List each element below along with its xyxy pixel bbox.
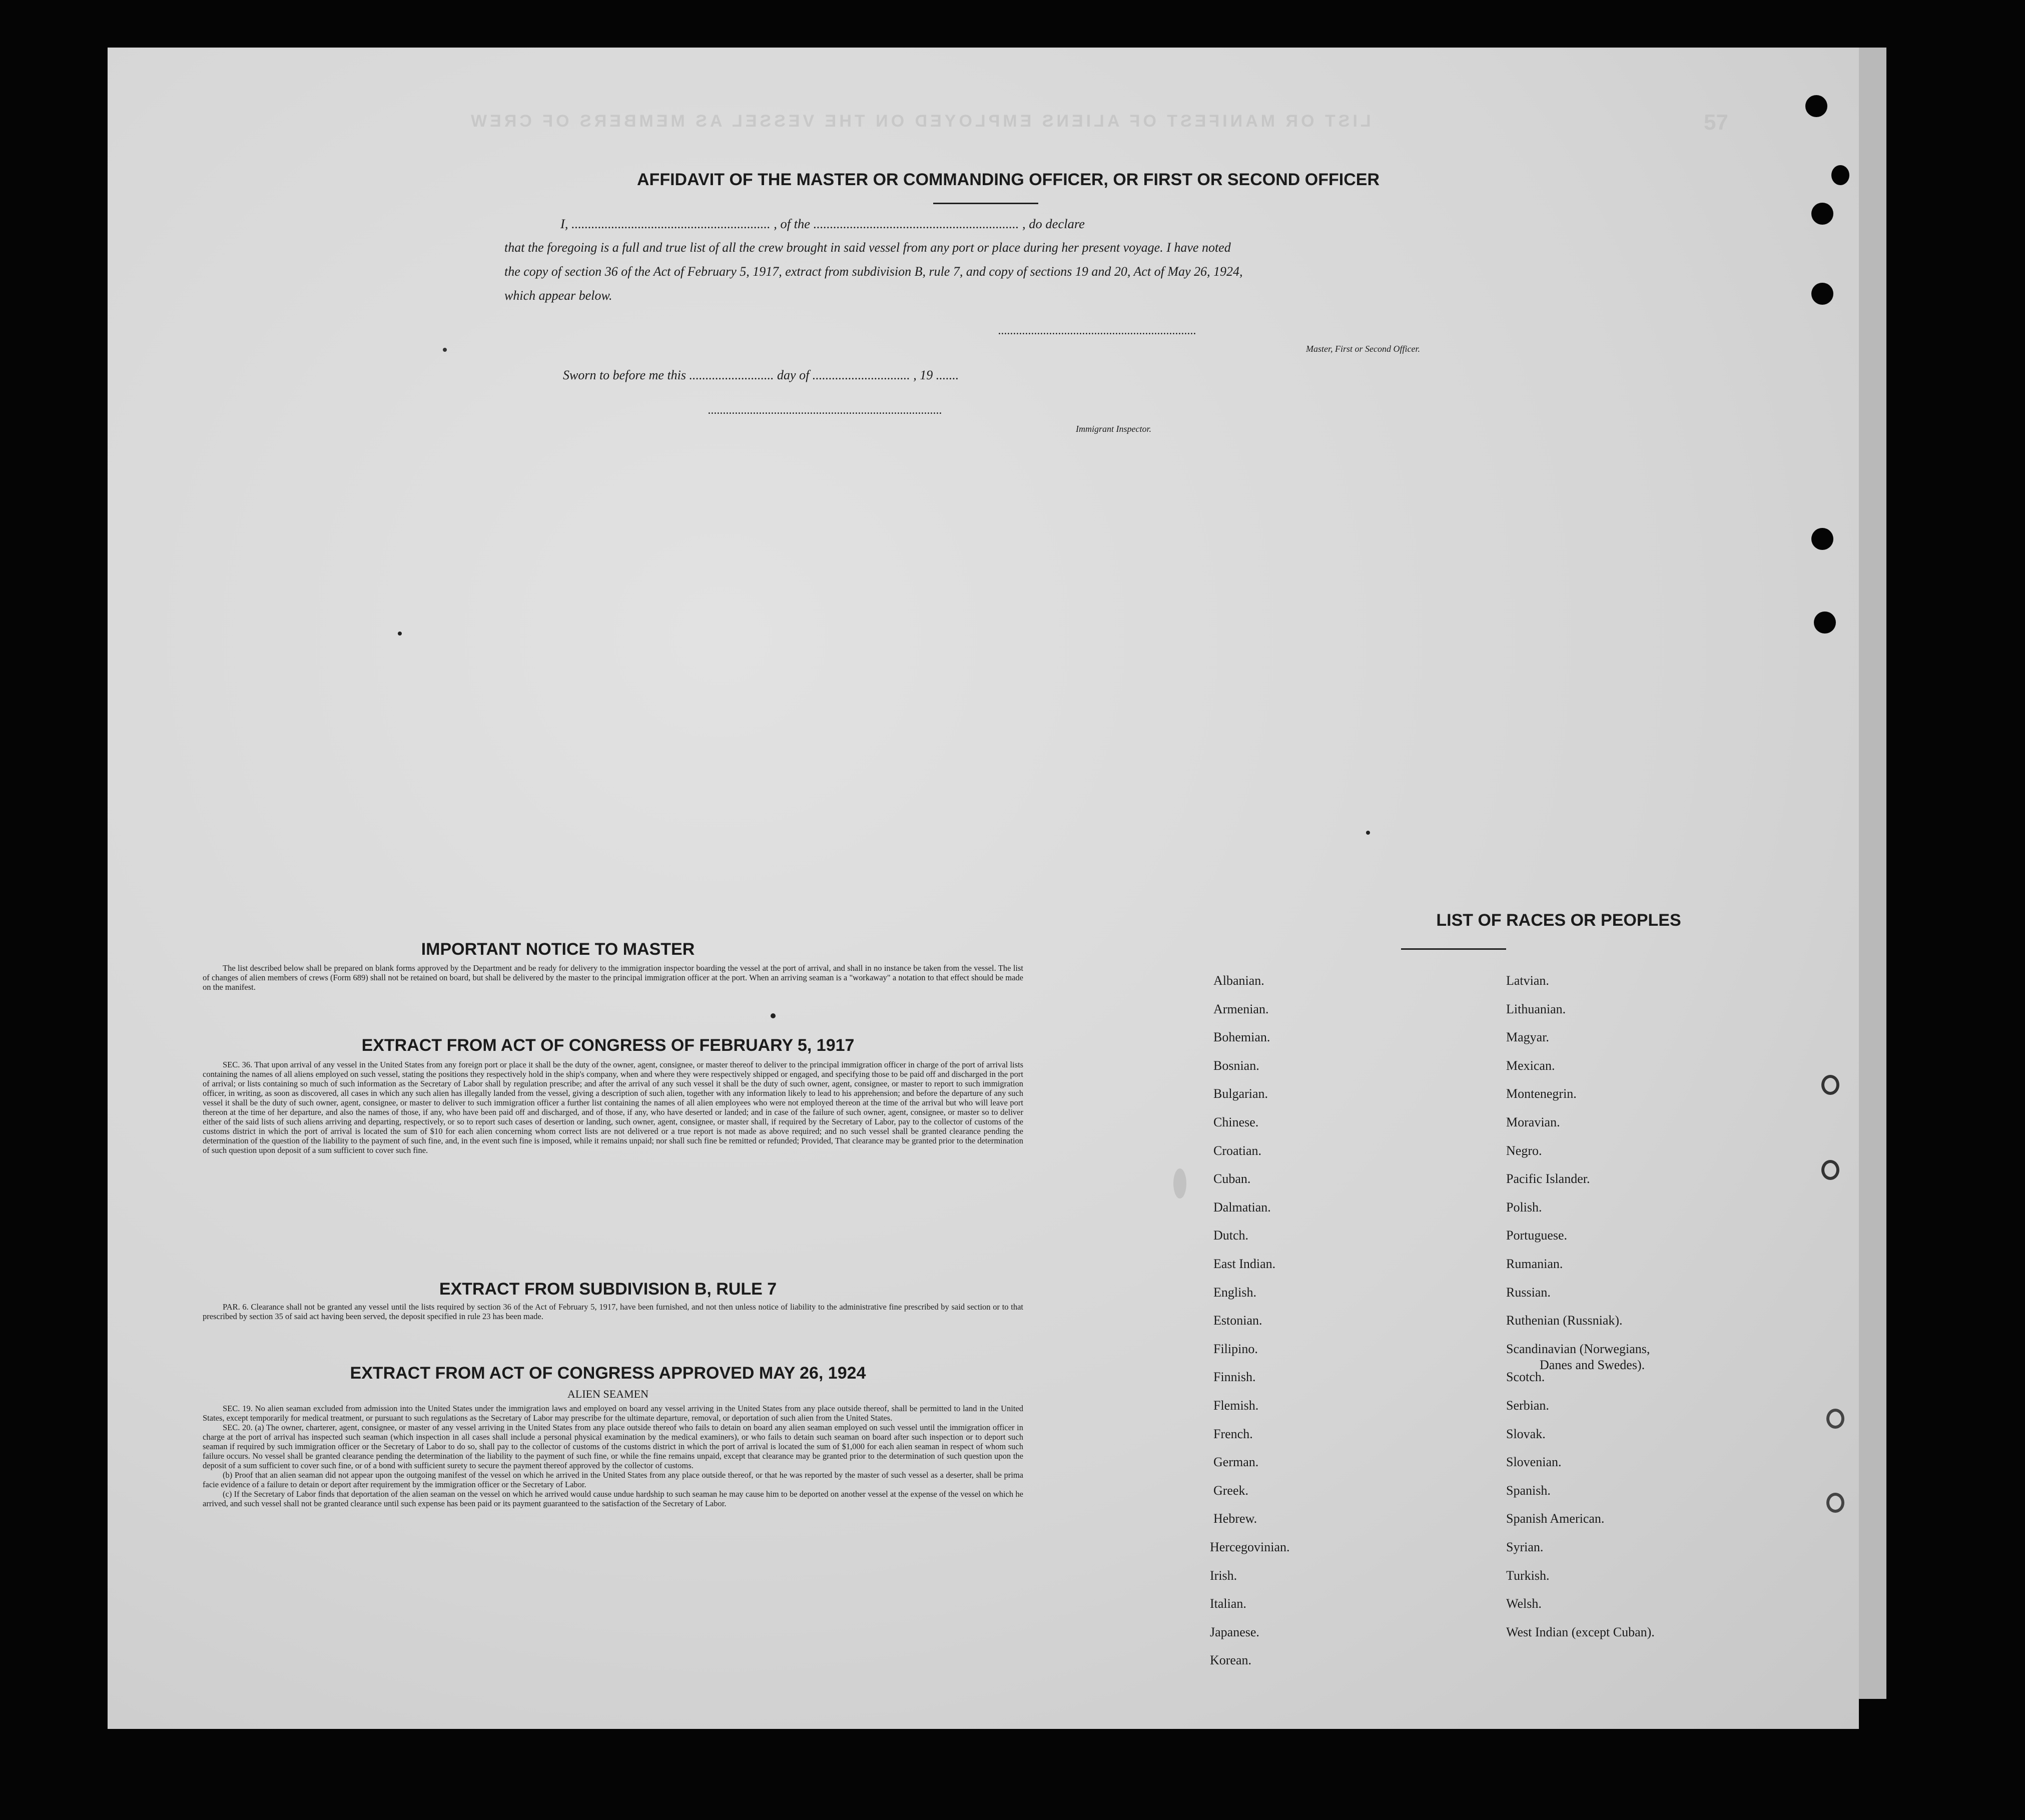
race-item: Irish. (1210, 1568, 1237, 1583)
notice-title: IMPORTANT NOTICE TO MASTER (421, 940, 695, 959)
race-item: Japanese. (1210, 1624, 1259, 1639)
inspector-signature-line: .............................................................................. (708, 404, 942, 417)
binder-hole (1805, 95, 1827, 117)
race-item: Turkish. (1506, 1568, 1550, 1583)
sec-36-paragraph: SEC. 36. That upon arrival of any vessel in the United States from any foreign port or place it shall be the duty of the owner, agent, consignee, or master thereof to deliver to the principal immigration officer in charge of the port of arrival lists containing the names of all aliens employed on such vessel, stating the positions they respectively hold in the ship's company, when and where they were respectively shipped or engaged, and specifying those to be paid off and discharged in the port of arrival; or lists containing so much of such information as the Secretary of Labor shall by regulation prescribe; and after the arrival of any such vessel it shall be the duty of such owner, agent, consignee, or master to report to such immigration officer, in writing, as soon as discovered, all cases in which any such alien has illegally landed from the vessel, giving a description of such alien, together with any information likely to lead to his apprehension; and before the departure of any such vessel it shall be the duty of such owner, agent, consignee, or master to deliver to such immigration officer a further list containing the names of all alien employees who were not employed thereon at the time of the arrival but who will leave port thereon at the time of her departure, and also the names of those, if any, who have been paid off and discharged, and of those, if any, who have deserted or landed; and in case of the failure of such owner, agent, consignee, or master so to deliver either of the said lists of such aliens arriving and departing, respectively, or so to report such cases of desertion or landing, such owner, agent, consignee, or master shall, if required by the Secretary of Labor, pay to the collector of customs of the customs district in which the port of arrival is located the sum of $10 for each alien concerning whom correct lists are not delivered or a true report is not made as above required; and no such vessel shall be granted clearance pending the determination of the question of the liability to the payment of such fine, and, in the event such fine is imposed, while it remains unpaid; nor shall such fine be remitted or refunded; Provided, That clearance may be granted prior to the determination of such question upon deposit of a sum sufficient to cover such fine. (203, 1060, 1023, 1155)
races-title-rule (1401, 948, 1506, 950)
sec-20c-paragraph: (c) If the Secretary of Labor finds that deportation of the alien seaman on the vessel on which he arrived would cause undue hardship to such seaman he may cause him to be deported on another vessel at the expense of the vessel on which he arrived, and such vessel shall not be granted clearance until such expense has been paid or its payment guaranteed to the satisfaction of the Secretary of Labor. (203, 1489, 1023, 1508)
extract-1917-text (203, 1060, 1023, 1155)
race-item: Armenian. (1213, 1001, 1269, 1016)
race-item: Latvian. (1506, 973, 1549, 988)
ink-spot (1173, 1168, 1186, 1198)
race-item: German. (1213, 1455, 1259, 1470)
par-6-paragraph: PAR. 6. Clearance shall not be granted any vessel until the lists required by section 36 of the Act of February 5, 1917, have been furnished, and not then unless notice of liability to the administrative fine prescribed by said section or to that prescribed by section 35 of said act having been served, the deposit specified in rule 23 has been made. (203, 1302, 1023, 1321)
binder-ring (1821, 1160, 1839, 1180)
race-item: Dutch. (1213, 1228, 1249, 1243)
race-item: Bulgarian. (1213, 1086, 1268, 1101)
declaration-line-2: that the foregoing is a full and true list of all the crew brought in said vessel from any port or place during her present voyage. I have noted (504, 240, 1231, 255)
races-title: LIST OF RACES OR PEOPLES (1436, 911, 1681, 930)
race-item: Moravian. (1506, 1115, 1560, 1129)
race-item: Cuban. (1213, 1171, 1251, 1186)
affidavit-title: AFFIDAVIT OF THE MASTER OR COMMANDING OFFICER, OR FIRST OR SECOND OFFICER (637, 170, 1380, 189)
race-item: Danes and Swedes). (1540, 1357, 1645, 1372)
race-item: French. (1213, 1426, 1253, 1441)
binder-ring (1826, 1493, 1844, 1513)
race-item: Croatian. (1213, 1143, 1262, 1158)
binder-ring (1826, 1409, 1844, 1429)
ink-spot (398, 632, 402, 636)
ink-spot (443, 348, 447, 352)
race-item: East Indian. (1213, 1257, 1276, 1271)
show-through-text: LIST OR MANIFEST OF ALIENS EMPLOYED ON THE VESSEL AS MEMBERS OF CREW (468, 112, 1371, 131)
race-item: Scandinavian (Norwegians, (1506, 1341, 1650, 1356)
show-through-page-number: 57 (1704, 110, 1728, 135)
rule-7-title: EXTRACT FROM SUBDIVISION B, RULE 7 (439, 1280, 777, 1299)
binder-hole (1811, 528, 1833, 550)
extract-1924-title: EXTRACT FROM ACT OF CONGRESS APPROVED MAY 26, 1924 (350, 1364, 866, 1383)
title-rule (933, 203, 1038, 204)
extract-1917-title: EXTRACT FROM ACT OF CONGRESS OF FEBRUARY 5, 1917 (361, 1036, 855, 1055)
declaration-line-4: which appear below. (504, 288, 612, 303)
race-item: English. (1213, 1285, 1256, 1300)
race-item: Hebrew. (1213, 1511, 1257, 1526)
race-item: Filipino. (1213, 1341, 1258, 1356)
race-item: Pacific Islander. (1506, 1171, 1590, 1186)
race-item: Bohemian. (1213, 1030, 1270, 1045)
sec-20b-paragraph: (b) Proof that an alien seaman did not appear upon the outgoing manifest of the vessel on which he arrived in the United States from any place outside thereof, or that he was reported by the master of such vessel as a deserter, shall be prima facie evidence of a failure to detain or deport after requirement by the immigration officer or the Secretary of Labor. (203, 1470, 1023, 1489)
rule-7-text (203, 1302, 1023, 1321)
master-signature-line: .................................................................. (998, 324, 1196, 337)
declaration-line-1: I, ............................................................ , of the .............................................................. , do declare (560, 216, 1085, 231)
ink-spot (771, 1013, 776, 1018)
binder-hole (1831, 165, 1849, 185)
document-page (108, 48, 1859, 1729)
race-item: Bosnian. (1213, 1058, 1259, 1073)
inspector-signature-caption: Immigrant Inspector. (1076, 424, 1151, 434)
race-item: Estonian. (1213, 1313, 1262, 1328)
race-item: Slovenian. (1506, 1455, 1562, 1470)
race-item: Spanish American. (1506, 1511, 1605, 1526)
race-item: Greek. (1213, 1483, 1249, 1498)
extract-1924-text (203, 1404, 1023, 1508)
alien-seamen-subtitle: ALIEN SEAMEN (567, 1388, 648, 1400)
race-item: Dalmatian. (1213, 1199, 1271, 1215)
race-item: Albanian. (1213, 973, 1264, 988)
binder-hole (1814, 612, 1836, 634)
race-item: West Indian (except Cuban). (1506, 1624, 1655, 1639)
sworn-line: Sworn to before me this .......................... day of .............................. , 19 ....... (563, 368, 959, 382)
race-item: Hercegovinian. (1210, 1540, 1290, 1554)
sec-19-paragraph: SEC. 19. No alien seaman excluded from admission into the United States under the immigration laws and employed on board any vessel arriving in the United States from any place outside thereof, shall be permitted to land in the United States, except temporarily for medical treatment, or pursuant to such regulations as the Secretary of Labor may prescribe for the ultimate departure, removal, or deportation of such alien from the United States. (203, 1404, 1023, 1423)
race-item: Chinese. (1213, 1115, 1259, 1129)
race-item: Korean. (1210, 1653, 1252, 1668)
master-signature-caption: Master, First or Second Officer. (1306, 344, 1420, 354)
race-item: Portuguese. (1506, 1228, 1568, 1243)
race-item: Lithuanian. (1506, 1001, 1566, 1016)
race-item: Negro. (1506, 1143, 1542, 1158)
race-item: Mexican. (1506, 1058, 1555, 1073)
race-item: Polish. (1506, 1199, 1542, 1215)
binder-ring (1821, 1075, 1839, 1095)
race-item: Scotch. (1506, 1370, 1545, 1385)
sec-20a-paragraph: SEC. 20. (a) The owner, charterer, agent, consignee, or master of any vessel arriving in the United States from any place outside thereof who fails to detain on board any alien seaman employed on such vessel until the immigration officer in charge at the port of arrival has inspected such seaman (which inspection in all cases shall include a personal physical examination by the medical examiners), or who fails to detain such seaman on board after such inspection or to deport such seaman if required by such immigration officer or the Secretary of Labor to do so, shall pay to the collector of customs of the customs district in which the port of arrival is located the sum of $1,000 for each alien seaman in respect of whom such failure occurs. No vessel shall be granted clearance pending the determination of the liability to the payment of such fine, or while the fine remains unpaid, except that clearance may be granted prior to the determination of such question upon the deposit of a sum sufficient to cover such fine, or of a bond with sufficient surety to secure the payment thereof approved by the collector of customs. (203, 1423, 1023, 1470)
race-item: Serbian. (1506, 1398, 1549, 1413)
race-item: Rumanian. (1506, 1257, 1563, 1271)
binder-hole (1811, 283, 1833, 305)
race-item: Syrian. (1506, 1540, 1544, 1554)
race-item: Russian. (1506, 1285, 1551, 1300)
race-item: Magyar. (1506, 1030, 1549, 1045)
notice-paragraph: The list described below shall be prepared on blank forms approved by the Department and be ready for delivery to the immigration inspector boarding the vessel at the port of arrival, and shall in no instance be taken from the vessel. The list of changes of alien members of crews (Form 689) shall not be retained on board, but shall be delivered by the master to the principal immigration officer at the port. When an arriving seaman is a "workaway" a notation to that effect should be made on the manifest. (203, 963, 1023, 992)
race-item: Welsh. (1506, 1596, 1542, 1611)
race-item: Finnish. (1213, 1370, 1256, 1385)
notice-text (203, 963, 1023, 992)
race-item: Spanish. (1506, 1483, 1551, 1498)
race-item: Slovak. (1506, 1426, 1546, 1441)
binder-hole (1811, 203, 1833, 225)
race-item: Flemish. (1213, 1398, 1259, 1413)
race-item: Ruthenian (Russniak). (1506, 1313, 1623, 1328)
declaration-line-3: the copy of section 36 of the Act of February 5, 1917, extract from subdivision B, rule 7, and copy of sections 19 and 20, Act of May 26, 1924, (504, 264, 1243, 279)
ink-spot (1366, 831, 1370, 835)
race-item: Italian. (1210, 1596, 1246, 1611)
race-item: Montenegrin. (1506, 1086, 1577, 1101)
